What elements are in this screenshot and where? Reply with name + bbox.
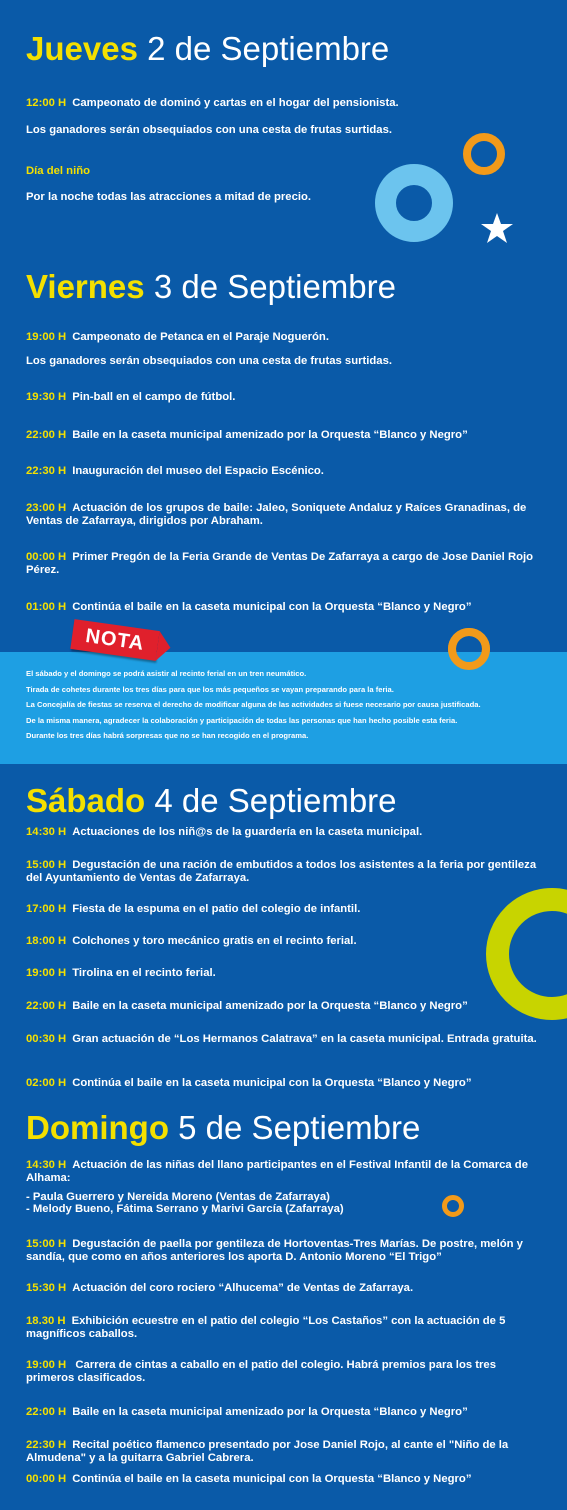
- event-time: 00:00 H: [26, 551, 67, 563]
- event-item: [26, 1315, 546, 1341]
- event-item: [26, 967, 546, 980]
- event-item: [26, 1000, 546, 1013]
- event-text: Continúa el baile en la caseta municipal con la Orquesta “Blanco y Negro”: [72, 1473, 472, 1485]
- event-text: Actuación de los grupos de baile: Jaleo, Soniquete Andaluz y Raíces Granadinas, de Ventas de Zafarraya, dirigidos por Abraham.: [26, 502, 527, 527]
- event-item: [26, 465, 546, 478]
- event-time: 18.30 H: [26, 1315, 66, 1327]
- day-title-domingo: [26, 1111, 420, 1144]
- event-item: [26, 502, 546, 528]
- event-time: 22:30 H: [26, 1439, 67, 1451]
- nota-tag: NOTA: [70, 619, 159, 661]
- orange-ring-decoration: [448, 628, 490, 670]
- event-text: Carrera de cintas a caballo en el patio del colegio. Habrá premios para los tres primeros clasificados.: [26, 1359, 496, 1384]
- event-text: Continúa el baile en la caseta municipal con la Orquesta “Blanco y Negro”: [72, 1077, 472, 1089]
- event-item: [26, 826, 546, 839]
- star-icon: [480, 212, 514, 246]
- day-date: 3 de Septiembre: [153, 268, 396, 305]
- event-text: Día del niño: [26, 165, 91, 177]
- event-item: [26, 1406, 546, 1419]
- event-item: [26, 1033, 546, 1046]
- event-time: 22:00 H: [26, 1000, 67, 1012]
- day-name: Jueves: [26, 30, 138, 67]
- event-time: 14:30 H: [26, 1159, 67, 1171]
- event-time: 12:00 H: [26, 97, 67, 109]
- event-item: [26, 551, 546, 577]
- day-name: Sábado: [26, 782, 146, 819]
- event-item: [26, 191, 546, 204]
- event-time: 15:00 H: [26, 1238, 67, 1250]
- nota-line: Durante los tres días habrá sorpresas que no se han recogido en el programa.: [26, 731, 309, 740]
- event-item: [26, 1159, 546, 1185]
- event-time: 22:00 H: [26, 1406, 67, 1418]
- event-item: [26, 1439, 546, 1465]
- event-item: [26, 355, 546, 368]
- event-item: [26, 331, 546, 344]
- event-time: 19:00 H: [26, 331, 67, 343]
- event-text: Fiesta de la espuma en el patio del colegio de infantil.: [72, 903, 361, 915]
- event-item: [26, 1238, 546, 1264]
- event-text: Los ganadores serán obsequiados con una cesta de frutas surtidas.: [26, 124, 392, 136]
- event-text: Campeonato de Petanca en el Paraje Noguerón.: [72, 331, 329, 343]
- event-item: [26, 903, 546, 916]
- event-text: Colchones y toro mecánico gratis en el recinto ferial.: [72, 935, 357, 947]
- nota-line: De la misma manera, agradecer la colaboración y participación de todas las personas que han hecho posible esta feria.: [26, 716, 458, 725]
- event-time: 00:30 H: [26, 1033, 67, 1045]
- nota-line: La Concejalía de fiestas se reserva el derecho de modificar alguna de las actividades si fuese necesario por causa justificada.: [26, 700, 481, 709]
- day-title-jueves: [26, 32, 389, 65]
- day-name: Viernes: [26, 268, 145, 305]
- event-text: Degustación de una ración de embutidos a todos los asistentes a la feria por gentileza del Ayuntamiento de Ventas de Zafarraya.: [26, 859, 537, 884]
- event-text: - Paula Guerrero y Nereida Moreno (Ventas de Zafarraya): [26, 1191, 330, 1203]
- event-item: [26, 1077, 546, 1090]
- event-text: Degustación de paella por gentileza de Hortoventas-Tres Marías. De postre, melón y sandía, que como en años anteriores los aporta D. Antonio Moreno “El Trigo”: [26, 1238, 523, 1263]
- event-text: Los ganadores serán obsequiados con una cesta de frutas surtidas.: [26, 355, 392, 367]
- event-text: Tirolina en el recinto ferial.: [72, 967, 216, 979]
- event-item: [26, 601, 546, 614]
- event-text: Baile en la caseta municipal amenizado por la Orquesta “Blanco y Negro”: [72, 1000, 468, 1012]
- event-time: 22:00 H: [26, 429, 67, 441]
- event-time: 19:00 H: [26, 1359, 67, 1371]
- event-item: [26, 1473, 546, 1486]
- event-time: 02:00 H: [26, 1077, 67, 1089]
- day-date: 5 de Septiembre: [178, 1109, 421, 1146]
- event-time: 23:00 H: [26, 502, 67, 514]
- event-time: 22:30 H: [26, 465, 67, 477]
- event-time: 18:00 H: [26, 935, 67, 947]
- event-text: Gran actuación de “Los Hermanos Calatrava” en la caseta municipal. Entrada gratuita.: [72, 1033, 537, 1045]
- day-date: 2 de Septiembre: [147, 30, 390, 67]
- event-text: Recital poético flamenco presentado por Jose Daniel Rojo, al cante el "Niño de la Almudena" y a la guitarra Gabriel Cabrera.: [26, 1439, 509, 1464]
- event-time: 19:30 H: [26, 391, 67, 403]
- event-item: [26, 97, 546, 110]
- event-text: Baile en la caseta municipal amenizado por la Orquesta “Blanco y Negro”: [72, 429, 468, 441]
- event-item: [26, 391, 546, 404]
- event-text: Actuaciones de los niñ@s de la guardería en la caseta municipal.: [72, 826, 423, 838]
- day-title-viernes: [26, 270, 396, 303]
- event-time: 00:00 H: [26, 1473, 67, 1485]
- day-name: Domingo: [26, 1109, 169, 1146]
- event-text: - Melody Bueno, Fátima Serrano y Marivi García (Zafarraya): [26, 1203, 344, 1215]
- event-time: 17:00 H: [26, 903, 67, 915]
- event-time: 01:00 H: [26, 601, 67, 613]
- event-item: [26, 1359, 546, 1385]
- event-item: [26, 1203, 546, 1216]
- nota-line: El sábado y el domingo se podrá asistir al recinto ferial en un tren neumático.: [26, 669, 307, 678]
- event-time: 15:30 H: [26, 1282, 67, 1294]
- event-subheading: [26, 165, 546, 178]
- event-text: Primer Pregón de la Feria Grande de Ventas De Zafarraya a cargo de Jose Daniel Rojo Pérez.: [26, 551, 534, 576]
- event-item: [26, 935, 546, 948]
- event-text: Pin-ball en el campo de fútbol.: [72, 391, 236, 403]
- event-text: Baile en la caseta municipal amenizado por la Orquesta “Blanco y Negro”: [72, 1406, 468, 1418]
- nota-line: Tirada de cohetes durante los tres días para que los más pequeños se vayan preparando para la feria.: [26, 685, 394, 694]
- event-item: [26, 1282, 546, 1295]
- event-text: Por la noche todas las atracciones a mitad de precio.: [26, 191, 312, 203]
- event-text: Continúa el baile en la caseta municipal con la Orquesta “Blanco y Negro”: [72, 601, 472, 613]
- event-text: Inauguración del museo del Espacio Escénico.: [72, 465, 324, 477]
- event-time: 19:00 H: [26, 967, 67, 979]
- event-item: [26, 429, 546, 442]
- event-text: Actuación de las niñas del llano participantes en el Festival Infantil de la Comarca de Alhama:: [26, 1159, 528, 1184]
- event-text: Exhibición ecuestre en el patio del colegio “Los Castaños” con la actuación de 5 magníficos caballos.: [26, 1315, 506, 1340]
- day-date: 4 de Septiembre: [154, 782, 397, 819]
- event-time: 14:30 H: [26, 826, 67, 838]
- event-time: 15:00 H: [26, 859, 67, 871]
- event-text: Actuación del coro rociero “Alhucema” de Ventas de Zafarraya.: [72, 1282, 414, 1294]
- day-title-sabado: [26, 784, 397, 817]
- event-item: [26, 859, 546, 885]
- event-text: Campeonato de dominó y cartas en el hogar del pensionista.: [72, 97, 399, 109]
- event-item: [26, 124, 546, 137]
